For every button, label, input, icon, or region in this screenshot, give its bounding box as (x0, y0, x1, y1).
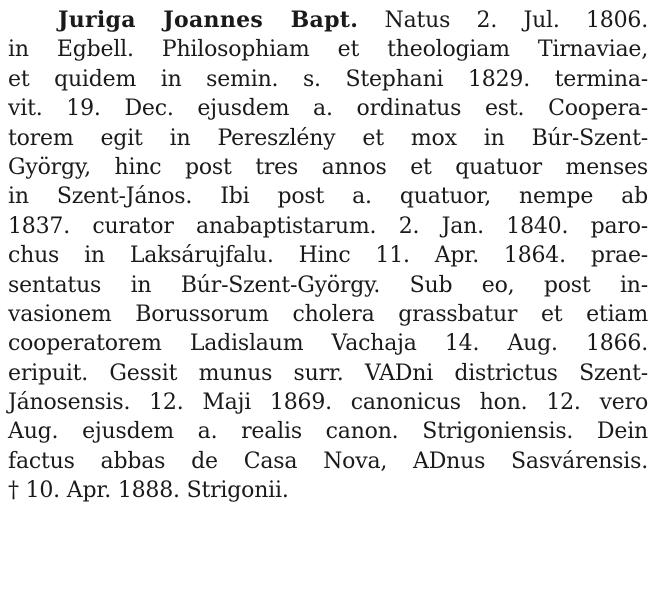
text-line-15: Aug. ejusdem a. realis canon. Strigoniensis. Dein (8, 419, 648, 445)
entry-name: Juriga Joannes Bapt. (58, 7, 359, 33)
text-line-10: sentatus in Búr-Szent-György. Sub eo, post in- (8, 272, 648, 298)
text-line-16: factus abbas de Casa Nova, ADnus Sasvárensis. (8, 448, 648, 474)
text-line-6: György, hinc post tres annos et quatuor menses (8, 154, 648, 180)
text-line-7: in Szent-János. Ibi post a. quatuor, nempe ab (8, 184, 648, 210)
text-line-1-rest: Natus 2. Jul. 1806. (384, 8, 648, 33)
text-line-17: † 10. Apr. 1888. Strigonii. (8, 478, 289, 504)
text-line-9: chus in Laksárujfalu. Hinc 11. Apr. 1864. prae- (8, 243, 648, 269)
text-line-14: Jánosensis. 12. Maji 1869. canonicus hon. 12. vero (8, 390, 648, 416)
text-line-2: in Egbell. Philosophiam et theologiam Tirnaviae, (8, 37, 648, 63)
text-line-1 (8, 6, 648, 35)
text-line-3: et quidem in semin. s. Stephani 1829. termina- (8, 66, 648, 92)
text-line-12: cooperatorem Ladislaum Vachaja 14. Aug. 1866. (8, 331, 648, 357)
text-line-13: eripuit. Gessit munus surr. VADni districtus Szent- (8, 360, 648, 386)
text-line-5: torem egit in Pereszlény et mox in Búr-Szent- (8, 125, 648, 151)
text-line-11: vasionem Borussorum cholera grassbatur et etiam (8, 301, 648, 327)
text-line-4: vit. 19. Dec. ejusdem a. ordinatus est. Coopera- (8, 96, 648, 122)
text-line-8: 1837. curator anabaptistarum. 2. Jan. 1840. paro- (8, 213, 648, 239)
